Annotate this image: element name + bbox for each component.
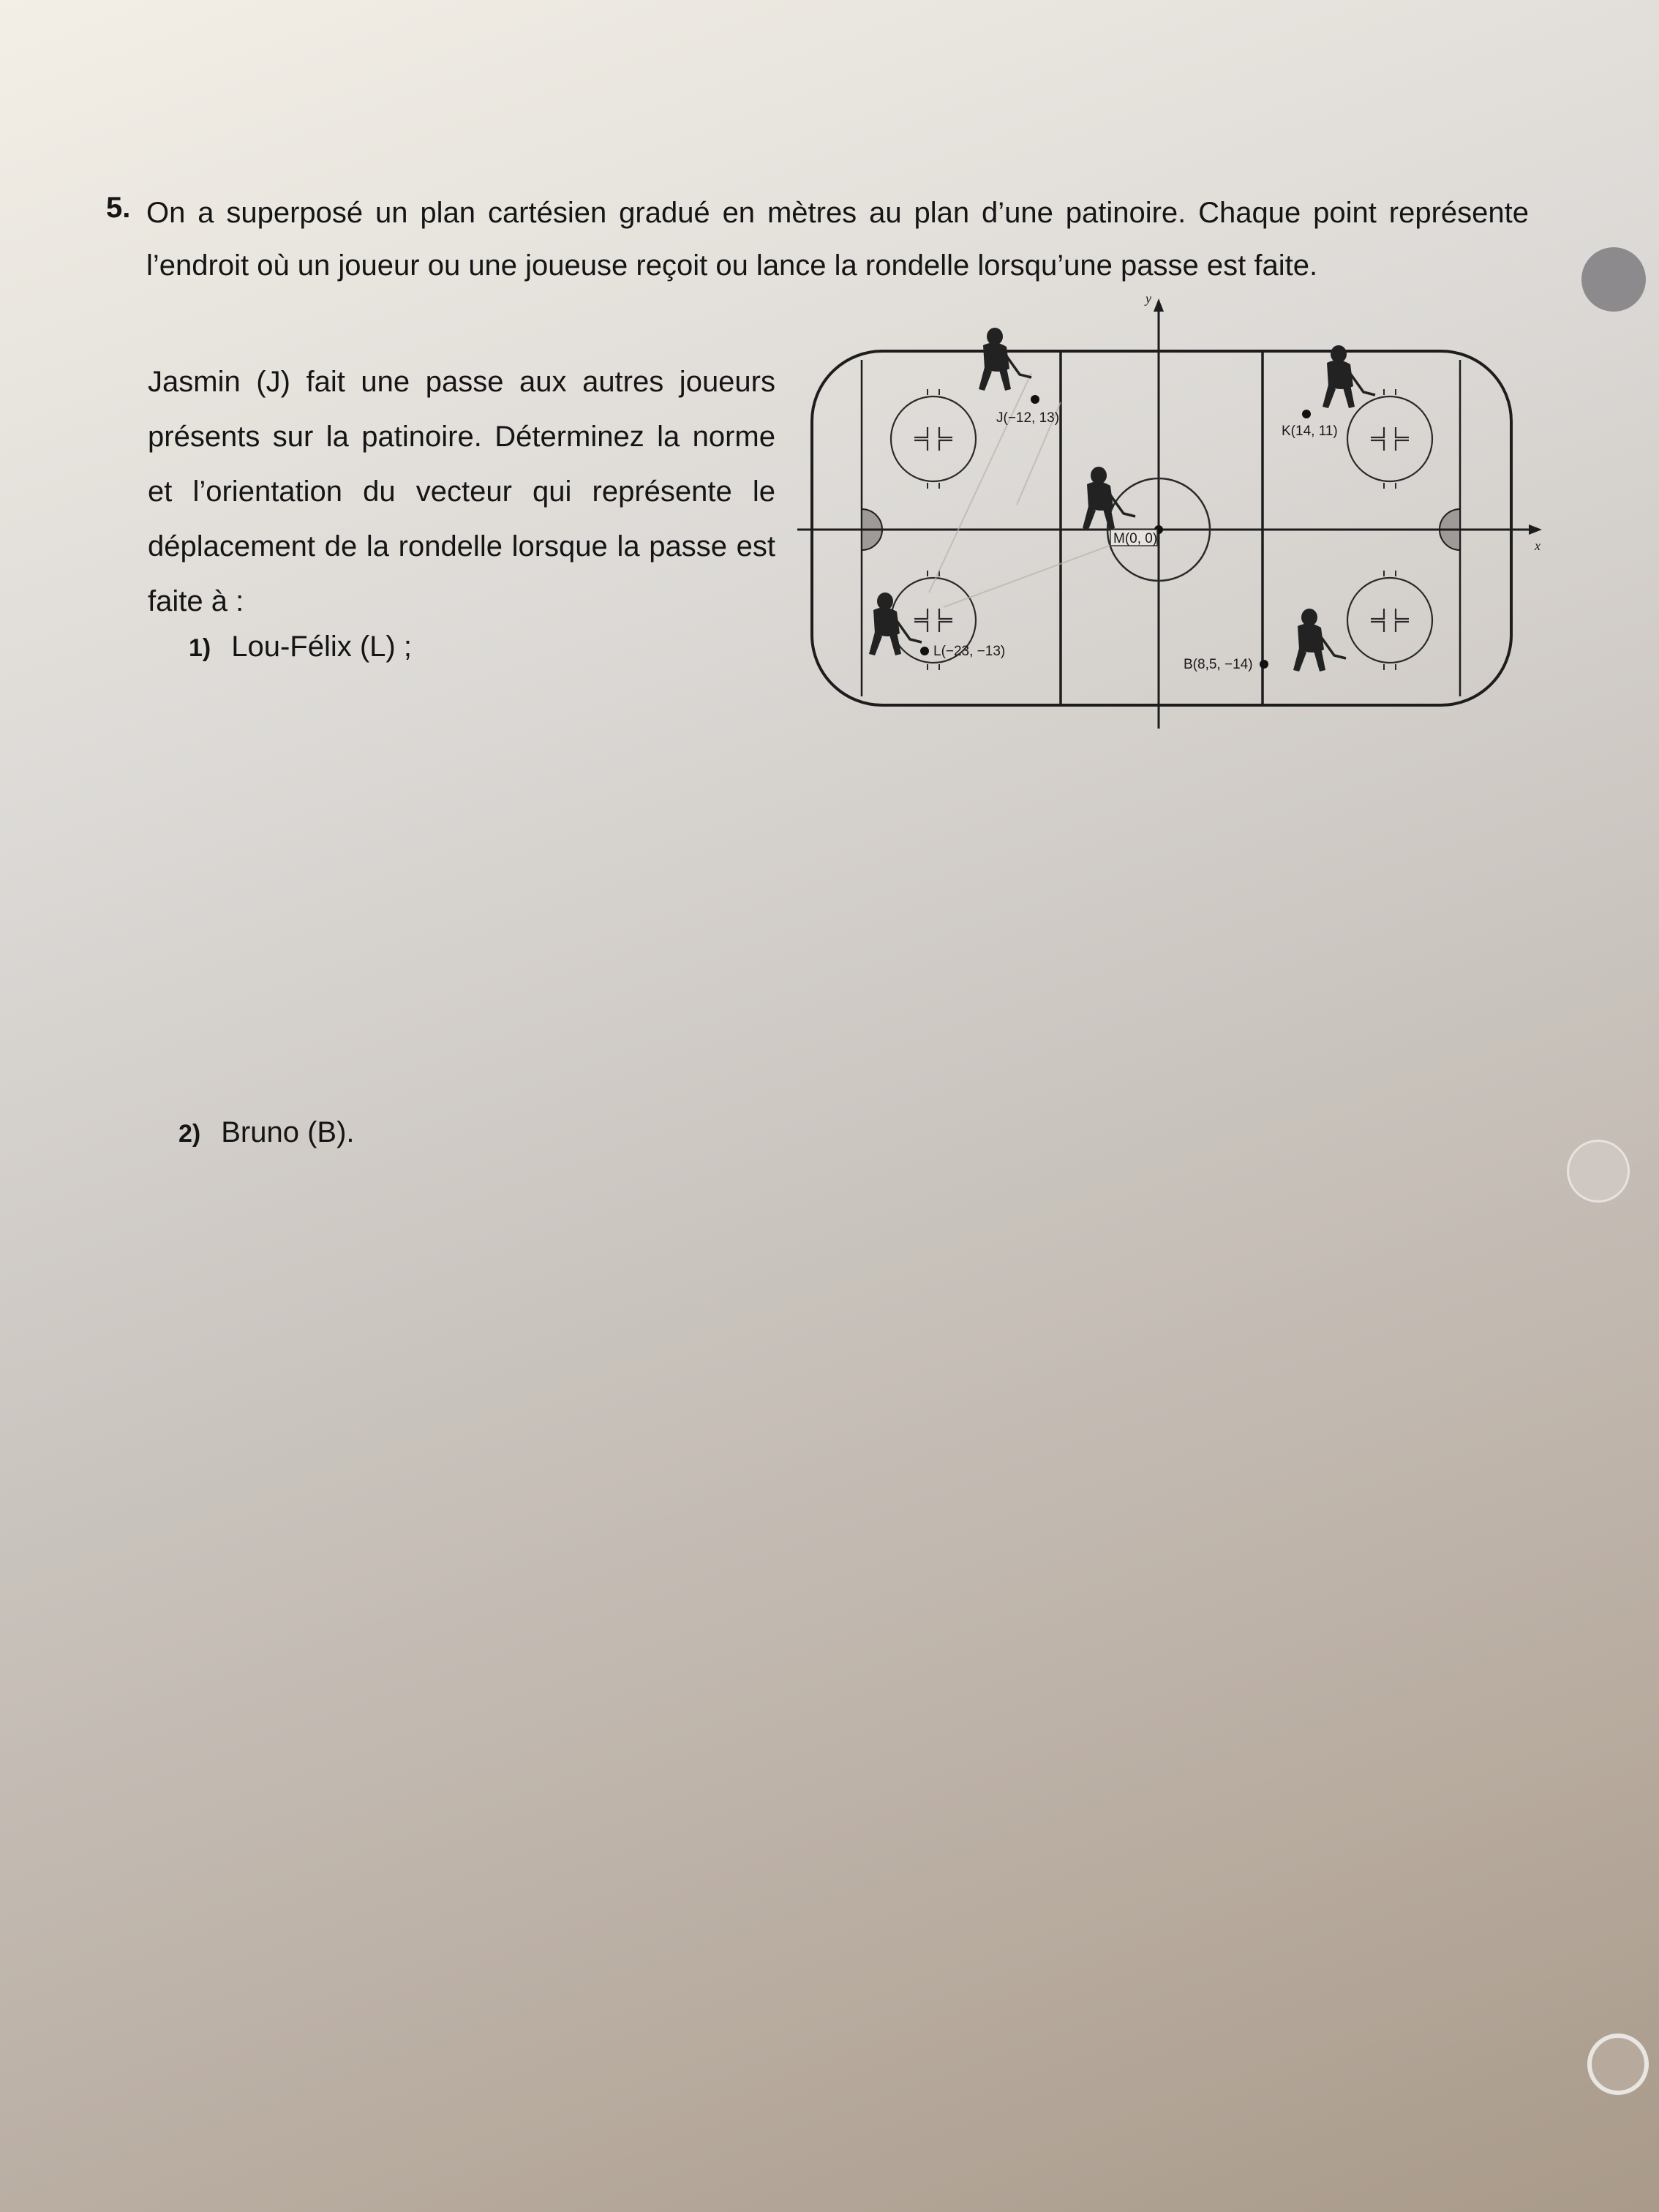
subquestion-2-number: 2) (178, 1120, 201, 1148)
y-axis-arrow (1154, 298, 1164, 312)
label-j: J(−12, 13) (996, 410, 1060, 426)
faceoff-circle-icon (891, 389, 976, 489)
faceoff-circle-icon (1347, 571, 1432, 670)
hockey-player-icon (979, 328, 1031, 391)
subquestion-2 (178, 1116, 355, 1149)
subquestion-1 (189, 631, 412, 663)
hockey-player-icon (1323, 345, 1375, 408)
faceoff-circle-icon (1347, 389, 1432, 489)
binder-hole-middle (1567, 1140, 1630, 1203)
label-b: B(8,5, −14) (1184, 657, 1253, 672)
point-l (920, 647, 929, 655)
subquestion-1-text: Lou-Félix (L) ; (231, 631, 412, 663)
question-stem: On a superposé un plan cartésien gradué en mètres au plan d’une patinoire. Chaque point représente l’endroit où un joueur ou une joueuse reçoit ou lance la rondelle lorsqu’une passe est faite. (146, 197, 1529, 282)
label-m: M(0, 0) (1113, 531, 1158, 546)
point-j (1031, 395, 1039, 404)
question-number: 5. (106, 192, 131, 224)
y-axis-label: y (1146, 291, 1151, 306)
label-k: K(14, 11) (1282, 424, 1338, 439)
point-b (1260, 660, 1268, 669)
rink-diagram (797, 285, 1543, 739)
x-axis-label: x (1535, 538, 1540, 553)
hockey-player-icon (1293, 609, 1346, 672)
binder-hole-top (1581, 247, 1646, 312)
point-k (1302, 410, 1311, 418)
binder-hole-bottom (1587, 2034, 1649, 2095)
hockey-player-icon (1083, 467, 1135, 530)
subquestion-2-text: Bruno (B). (221, 1116, 355, 1148)
label-l: L(−23, −13) (933, 644, 1006, 659)
subquestion-1-number: 1) (189, 634, 211, 662)
question-intro: Jasmin (J) fait une passe aux autres joueurs présents sur la patinoire. Déterminez la norme et l’orientation du vecteur qui représente le déplacement de la rondelle lorsque la passe est faite à : (148, 366, 775, 617)
x-axis-arrow (1529, 524, 1542, 535)
